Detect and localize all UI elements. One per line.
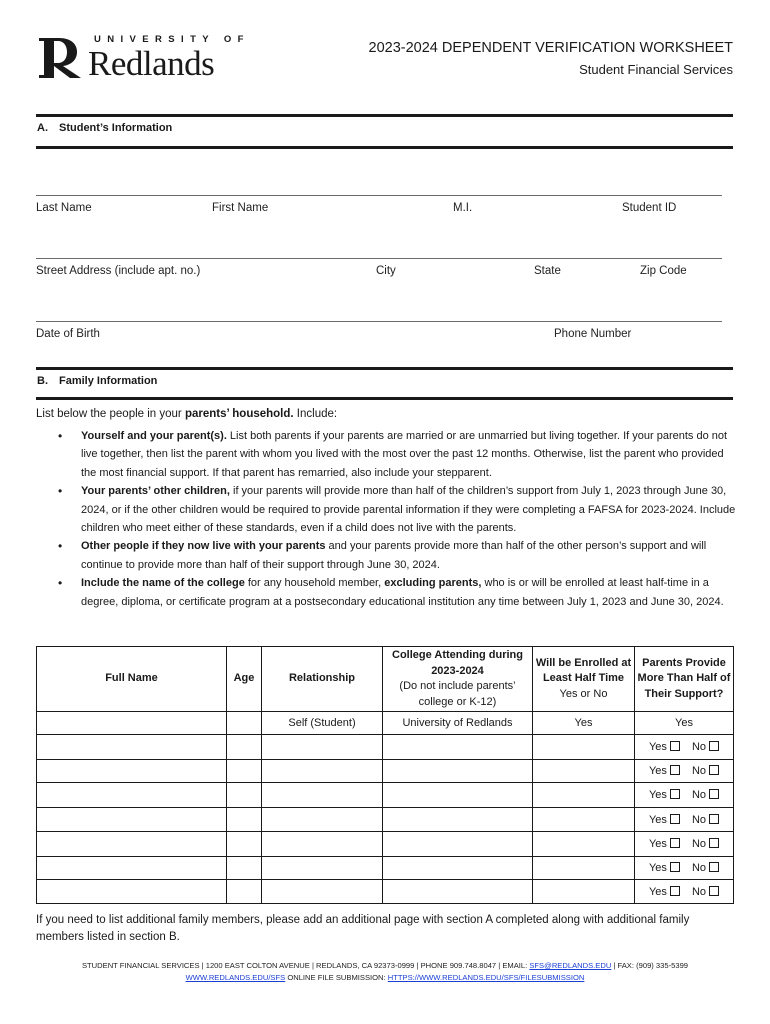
- section-a-bottom-rule: [36, 146, 733, 149]
- yes-no-options: [649, 765, 719, 777]
- bullet-text: and your parents provide more than half of the other person’s support and will continue to provide more than half of their support through June 30, 2024.: [81, 540, 707, 571]
- footer-text: STUDENT FINANCIAL SERVICES | 1200 EAST COLTON AVENUE | REDLANDS, CA 92373-0999 | PHONE 909.748.8047 | EMAIL:: [81, 961, 530, 970]
- dob-row-line[interactable]: [36, 321, 722, 322]
- yes-no-options: [649, 741, 719, 753]
- full-name-cell[interactable]: [37, 880, 227, 904]
- full-name-cell[interactable]: [37, 712, 227, 735]
- table-row: [37, 783, 734, 808]
- last-name-label: Last Name: [36, 202, 92, 214]
- section-b-heading: [37, 375, 157, 387]
- age-cell[interactable]: [227, 783, 262, 808]
- enrolled-cell[interactable]: [533, 735, 635, 760]
- logo-wordmark: Redlands: [88, 44, 215, 83]
- bullet-text: who is or will be enrolled at least half-time in a degree, diploma, or certificate program at a postsecondary educational institution any time between July 1, 2023 and June 30, 2024.: [81, 577, 724, 608]
- college-cell[interactable]: [383, 832, 533, 857]
- table-row: [37, 808, 734, 832]
- yes-no-options: [649, 838, 719, 850]
- bullet-bold: excluding parents,: [384, 577, 482, 590]
- yes-label: Yes: [648, 741, 667, 753]
- no-label: No: [691, 862, 706, 874]
- header-label: Relationship: [288, 672, 355, 685]
- college-cell[interactable]: [383, 857, 533, 880]
- support-header: [635, 647, 734, 712]
- college-cell[interactable]: [383, 880, 533, 904]
- age-cell[interactable]: [227, 857, 262, 880]
- enrolled-cell[interactable]: [533, 880, 635, 904]
- bullet-bold: Your parents’ other children,: [81, 485, 230, 498]
- student-id-label: Student ID: [622, 202, 677, 214]
- state-label: State: [534, 265, 561, 277]
- support-cell: [635, 735, 734, 760]
- bullet-bold: Yourself and your parent(s).: [81, 430, 227, 442]
- bullet-text: if your parents will provide more than half of the children’s support from July 1, 2023 through June 30, 2024, or if the other children would be required to provide parental information if they were completing a FAFSA for 2023-2024. Include children who meet either of these standards, even if a child does not live with the parents.: [81, 485, 736, 535]
- first-name-label: First Name: [212, 202, 269, 214]
- header-label: Full Name: [105, 672, 158, 685]
- relationship-cell[interactable]: [262, 857, 383, 880]
- support-cell: [635, 808, 734, 832]
- bullet-text: List both parents if your parents are married or are unmarried but living together. If your parents do not live together, then list the parent with whom you lived with the most over the past 12 months. Otherwise, list the parent who provided the most financial support. If that parent has remarried, also include your stepparent.: [81, 430, 728, 479]
- yes-no-options: [649, 862, 719, 874]
- college-cell[interactable]: [383, 735, 533, 760]
- section-a-number: A.: [37, 122, 48, 134]
- yes-label: Yes: [648, 885, 667, 898]
- logo-university-of: UNIVERSITY OF: [94, 34, 250, 45]
- yes-checkbox[interactable]: [670, 862, 680, 872]
- intro-bold: parents’ household.: [184, 408, 294, 420]
- family-intro: [36, 408, 337, 420]
- yes-label: Yes: [648, 813, 667, 826]
- enrolled-cell[interactable]: [533, 857, 635, 880]
- header-label: Will be Enrolled at Least Half Time: [535, 656, 632, 685]
- header-note: (Do not include parents’ college or K-12): [399, 680, 516, 708]
- no-label: No: [691, 765, 706, 777]
- age-cell[interactable]: [227, 832, 262, 857]
- support-cell: [635, 880, 734, 904]
- college-cell[interactable]: [383, 760, 533, 783]
- no-label: No: [691, 741, 706, 753]
- age-cell[interactable]: [227, 735, 262, 760]
- section-b-number: B.: [37, 375, 48, 387]
- full-name-cell[interactable]: [37, 808, 227, 832]
- table-row: [37, 880, 734, 904]
- college-cell[interactable]: [383, 808, 533, 832]
- section-b-title: Family Information: [59, 375, 158, 387]
- age-cell[interactable]: [227, 808, 262, 832]
- relationship-cell[interactable]: [262, 783, 383, 808]
- header-label: College Attending during 2023-2024: [392, 649, 523, 677]
- section-a-title: Student’s Information: [59, 122, 173, 134]
- city-label: City: [376, 265, 396, 277]
- university-logo-icon: [37, 36, 85, 80]
- support-cell: Yes: [635, 712, 734, 735]
- footer-website-link[interactable]: WWW.REDLANDS.EDU/SFS: [185, 973, 286, 982]
- additional-members-note: If you need to list additional family members, please add an additional page with section A completed along with additional family members listed in section B.: [36, 914, 690, 943]
- relationship-cell[interactable]: [262, 880, 383, 904]
- no-checkbox[interactable]: [709, 789, 719, 799]
- no-checkbox[interactable]: [709, 886, 719, 896]
- household-rules-list: [36, 427, 736, 611]
- bullet-bold: Include the name of the college: [81, 577, 245, 590]
- footer-links-line: [0, 973, 770, 982]
- yes-checkbox[interactable]: [670, 838, 680, 848]
- section-a-top-rule: [36, 114, 733, 117]
- family-members-table: [36, 646, 734, 904]
- header-note: Yes or No: [559, 687, 608, 700]
- list-item: [36, 574, 736, 611]
- list-item: [36, 427, 736, 482]
- relationship-cell[interactable]: [262, 735, 383, 760]
- college-header: [383, 647, 533, 712]
- yes-label: Yes: [648, 838, 667, 850]
- age-cell[interactable]: [227, 760, 262, 783]
- full-name-cell[interactable]: [37, 760, 227, 783]
- full-name-header: [37, 647, 227, 712]
- no-label: No: [691, 789, 706, 801]
- zip-code-label: Zip Code: [640, 265, 687, 277]
- table-row: [37, 712, 734, 735]
- date-of-birth-label: Date of Birth: [36, 328, 100, 340]
- yes-checkbox[interactable]: [670, 814, 680, 824]
- table-row: [37, 735, 734, 760]
- support-cell: [635, 857, 734, 880]
- full-name-cell[interactable]: [37, 857, 227, 880]
- list-item: [36, 537, 736, 574]
- support-cell: [635, 783, 734, 808]
- table-row: [37, 760, 734, 783]
- no-checkbox[interactable]: [709, 765, 719, 775]
- relationship-header: [262, 647, 383, 712]
- footer-fax: | FAX: (909) 335-5399: [611, 961, 689, 970]
- no-checkbox[interactable]: [709, 814, 719, 824]
- bullet-text: for any household member,: [244, 577, 385, 590]
- table-row: [37, 857, 734, 880]
- yes-checkbox[interactable]: [670, 741, 680, 751]
- middle-initial-label: M.I.: [453, 202, 473, 214]
- phone-number-label: Phone Number: [554, 328, 632, 340]
- section-b-top-rule: [36, 367, 733, 370]
- yes-checkbox[interactable]: [670, 886, 680, 896]
- enrolled-header: [533, 647, 635, 712]
- header-label: Age: [233, 672, 255, 685]
- document-title: 2023-2024 DEPENDENT VERIFICATION WORKSHEET: [368, 40, 733, 56]
- no-label: No: [691, 838, 706, 850]
- footer-text: ONLINE FILE SUBMISSION:: [285, 973, 388, 982]
- yes-checkbox[interactable]: [670, 765, 680, 775]
- yes-no-options: [649, 789, 719, 801]
- relationship-cell[interactable]: [262, 760, 383, 783]
- yes-label: Yes: [648, 765, 667, 777]
- section-b-bottom-rule: [36, 397, 733, 400]
- yes-no-options: [649, 814, 719, 826]
- table-row: [37, 832, 734, 857]
- no-checkbox[interactable]: [709, 862, 719, 872]
- relationship-cell: Self (Student): [262, 712, 383, 735]
- full-name-cell[interactable]: [37, 735, 227, 760]
- section-a-heading: [37, 122, 172, 134]
- yes-label: Yes: [648, 862, 667, 874]
- age-header: [227, 647, 262, 712]
- intro-text-end: Include:: [293, 408, 338, 420]
- address-row-line[interactable]: [36, 258, 722, 259]
- list-item: [36, 482, 736, 537]
- enrolled-cell[interactable]: [533, 783, 635, 808]
- no-label: No: [691, 813, 706, 826]
- enrolled-cell[interactable]: [533, 760, 635, 783]
- age-cell[interactable]: [227, 712, 262, 735]
- no-label: No: [691, 885, 706, 898]
- support-cell: [635, 832, 734, 857]
- yes-checkbox[interactable]: [670, 789, 680, 799]
- table-header-row: [37, 647, 734, 712]
- support-cell: [635, 760, 734, 783]
- no-checkbox[interactable]: [709, 741, 719, 751]
- name-row-line[interactable]: [36, 195, 722, 196]
- intro-text: List below the people in your: [36, 408, 185, 420]
- yes-label: Yes: [648, 789, 667, 801]
- enrolled-cell: Yes: [533, 712, 635, 735]
- relationship-cell[interactable]: [262, 808, 383, 832]
- footer-contact-line: [0, 961, 770, 970]
- bullet-bold: Other people if they now live with your parents: [81, 540, 326, 553]
- college-cell: University of Redlands: [383, 712, 533, 735]
- header-label: Parents Provide More Than Half of Their Support?: [637, 656, 731, 700]
- footer-submission-link[interactable]: HTTPS://WWW.REDLANDS.EDU/SFS/FILESUBMISSION: [387, 973, 585, 982]
- enrolled-cell[interactable]: [533, 832, 635, 857]
- footer-email-link[interactable]: SFS@REDLANDS.EDU: [529, 961, 612, 970]
- street-address-label: Street Address (include apt. no.): [36, 265, 201, 277]
- college-cell[interactable]: [383, 783, 533, 808]
- full-name-cell[interactable]: [37, 832, 227, 857]
- no-checkbox[interactable]: [709, 838, 719, 848]
- full-name-cell[interactable]: [37, 783, 227, 808]
- enrolled-cell[interactable]: [533, 808, 635, 832]
- relationship-cell[interactable]: [262, 832, 383, 857]
- yes-no-options: [649, 886, 719, 898]
- age-cell[interactable]: [227, 880, 262, 904]
- document-subtitle: Student Financial Services: [579, 62, 733, 77]
